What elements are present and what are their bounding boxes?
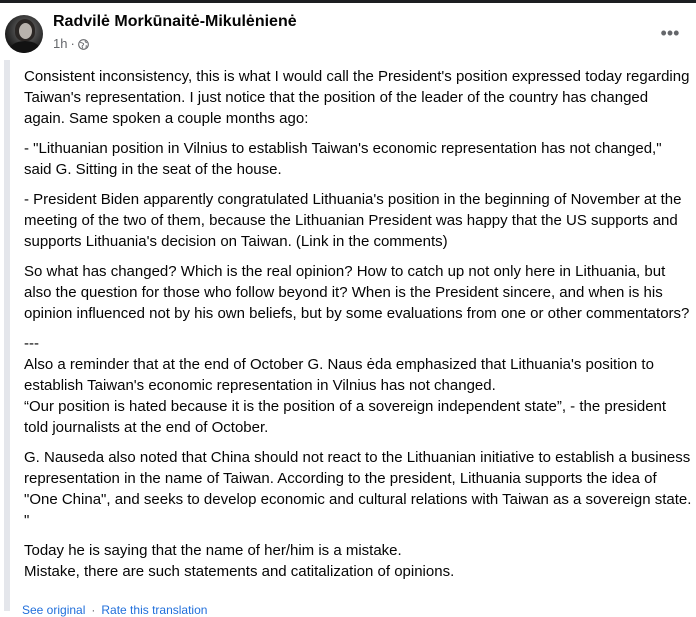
more-options-button[interactable] (656, 19, 684, 47)
post-paragraph: “Our position is hated because it is the position of a sovereign independent state”, - the president told journalists at the end of October. (24, 398, 667, 436)
post-paragraph: So what has changed? Which is the real opinion? How to catch up not only here in Lithuania, but also the question for those who follow beyond it? When is the President sincere, and when is his opinion influenced not by his own beliefs, but by some evaluations from one or other commentators? (24, 263, 690, 322)
post-paragraph: G. Nauseda also noted that China should not react to the Lithuanian initiative to establish a business representation in the name of Taiwan. According to the president, Lithuania supports the idea of "One China", and seeks to develop economic and cultural relations with Taiwan as a sovereign state. " (24, 449, 692, 529)
post-text (4, 60, 696, 611)
more-icon: ••• (660, 23, 680, 43)
post-meta (53, 36, 89, 51)
translation-separator: · (91, 603, 96, 617)
globe-icon[interactable] (78, 38, 89, 49)
post-header (0, 3, 696, 60)
avatar-face (19, 23, 32, 39)
author-name[interactable]: Radvilė Morkūnaitė-Mikulėnienė (53, 13, 297, 30)
see-original-link[interactable]: See original (22, 603, 86, 617)
rate-translation-link[interactable]: Rate this translation (101, 603, 208, 617)
post-paragraph: Today he is saying that the name of her/him is a mistake. (24, 542, 402, 559)
post-paragraph: Also a reminder that at the end of October G. Naus ėda emphasized that Lithuania's position to establish Taiwan's economic representation in Vilnius has not changed. (24, 356, 654, 394)
avatar[interactable] (5, 15, 43, 53)
post-paragraph: - "Lithuanian position in Vilnius to establish Taiwan's economic representation has not changed," said G. Sitting in the seat of the house. (24, 140, 662, 178)
post-paragraph: Consistent inconsistency, this is what I would call the President's position expressed today regarding Taiwan's representation. I just notice that the position of the leader of the country has changed again. Same spoken a couple months ago: (24, 68, 690, 127)
post-paragraph: Mistake, there are such statements and catitalization of opinions. (24, 563, 455, 580)
translation-bar (22, 603, 207, 617)
post-paragraph: - President Biden apparently congratulated Lithuania's position in the beginning of November at the meeting of the two of them, because the Lithuanian President was happy that the US supports and supports Lithuania's decision on Taiwan. (Link in the comments) (24, 191, 682, 250)
post-time[interactable]: 1h (53, 36, 68, 51)
meta-separator: · (70, 36, 75, 51)
avatar-shoulders (9, 41, 41, 53)
post-divider-text: --- (24, 335, 39, 352)
